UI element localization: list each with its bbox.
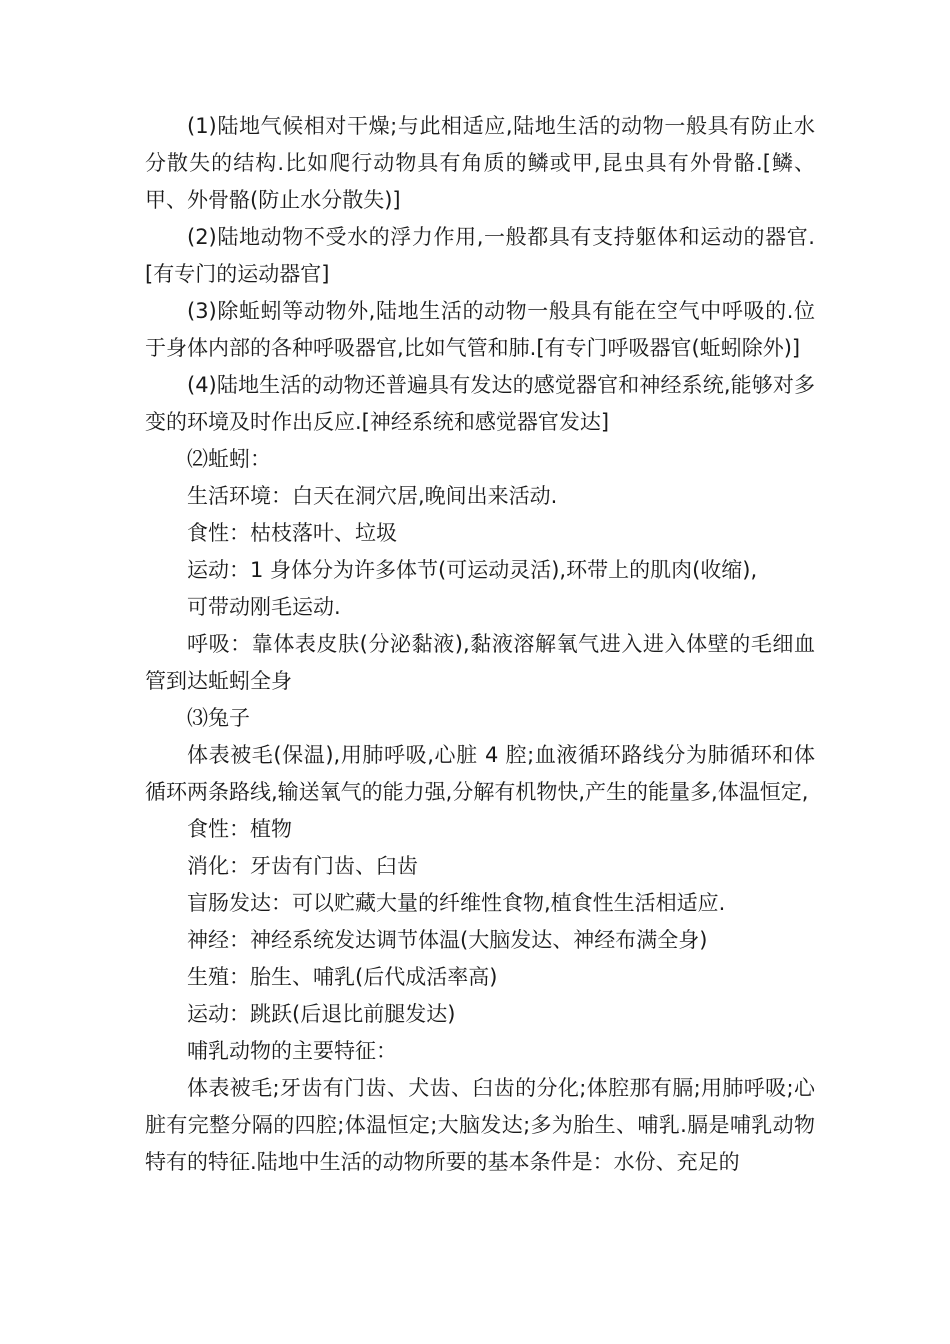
document-body	[145, 108, 815, 1181]
earthworm-respiration: 呼吸：靠体表皮肤(分泌黏液),黏液溶解氧气进入进入体壁的毛细血管到达蚯蚓全身	[145, 632, 815, 693]
rabbit-diet: 食性：植物	[187, 817, 292, 841]
rabbit-digestion: 消化：牙齿有门齿、臼齿	[187, 854, 418, 878]
mammal-features: 体表被毛;牙齿有门齿、犬齿、臼齿的分化;体腔那有膈;用肺呼吸;心脏有完整分隔的四腔;体温恒定;大脑发达;多为胎生、哺乳.膈是哺乳动物特有的特征.陆地中生活的动物所要的基本条件是：水份、充足的	[145, 1076, 815, 1174]
paragraph-land-respiration: (3)除蚯蚓等动物外,陆地生活的动物一般具有能在空气中呼吸的.位于身体内部的各种呼吸器官,比如气管和肺.[有专门呼吸器官(蚯蚓除外)]	[145, 299, 815, 360]
earthworm-habitat: 生活环境：白天在洞穴居,晚间出来活动.	[187, 484, 558, 508]
rabbit-cecum: 盲肠发达：可以贮藏大量的纤维性食物,植食性生活相适应.	[187, 891, 726, 915]
paragraph-land-climate: (1)陆地气候相对干燥;与此相适应,陆地生活的动物一般具有防止水分散失的结构.比如爬行动物具有角质的鳞或甲,昆虫具有外骨骼.[鳞、甲、外骨骼(防止水分散失)]	[145, 114, 815, 212]
earthworm-movement: 运动：1 身体分为许多体节(可运动灵活),环带上的肌肉(收缩),	[187, 558, 758, 582]
earthworm-movement-cont: 可带动刚毛运动.	[187, 595, 341, 619]
earthworm-diet: 食性：枯枝落叶、垃圾	[187, 521, 397, 545]
rabbit-body: 体表被毛(保温),用肺呼吸,心脏 4 腔;血液循环路线分为肺循环和体循环两条路线,输送氧气的能力强,分解有机物快,产生的能量多,体温恒定,	[145, 743, 815, 804]
heading-earthworm: ⑵蚯蚓：	[187, 447, 271, 471]
paragraph-land-buoyancy: (2)陆地动物不受水的浮力作用,一般都具有支持躯体和运动的器官.[有专门的运动器官]	[145, 225, 815, 286]
heading-mammal-features: 哺乳动物的主要特征：	[187, 1039, 397, 1063]
heading-rabbit: ⑶兔子	[187, 706, 250, 730]
rabbit-nervous: 神经：神经系统发达调节体温(大脑发达、神经布满全身)	[187, 928, 708, 952]
rabbit-movement: 运动：跳跃(后退比前腿发达)	[187, 1002, 456, 1026]
rabbit-reproduction: 生殖：胎生、哺乳(后代成活率高)	[187, 965, 498, 989]
paragraph-land-nervous-system: (4)陆地生活的动物还普遍具有发达的感觉器官和神经系统,能够对多变的环境及时作出反应.[神经系统和感觉器官发达]	[145, 373, 815, 434]
